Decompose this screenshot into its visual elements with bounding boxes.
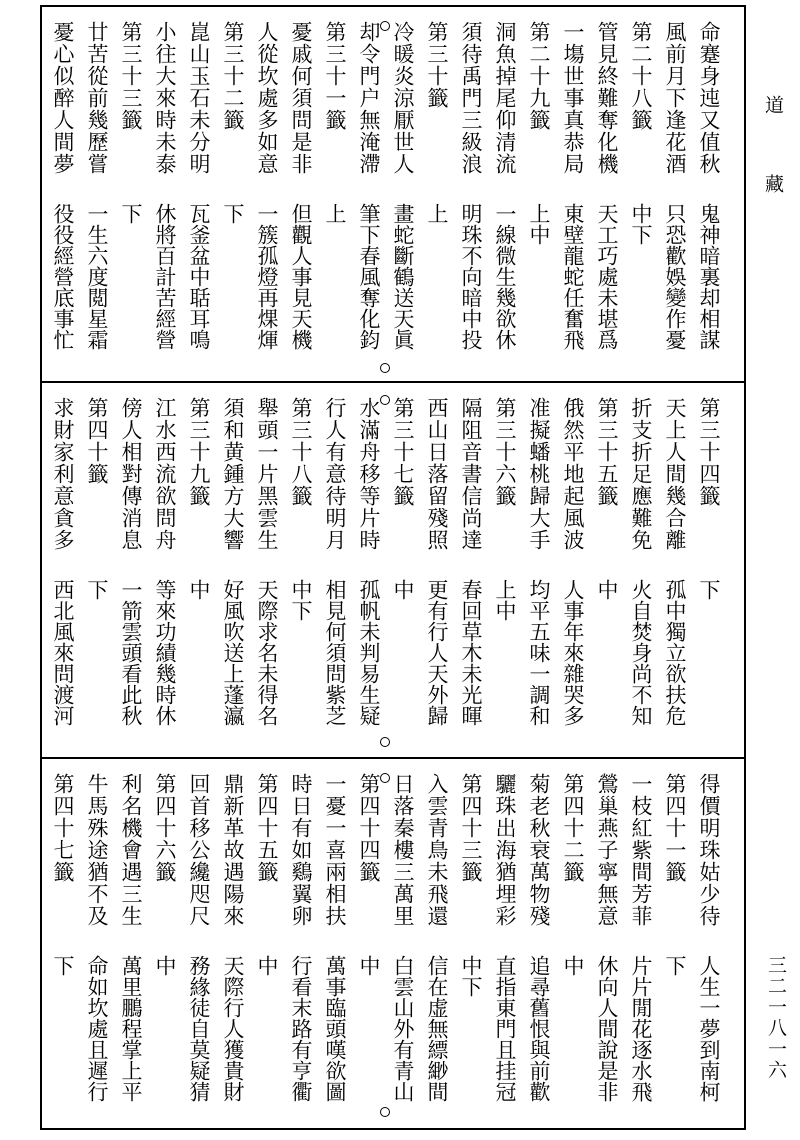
verse-column-top: 俄然平地起風波: [561, 397, 585, 551]
verse-column-top: 鶯巢燕子寧無意: [595, 773, 619, 927]
verse-column-bottom: 一箭雲頭看此秋: [119, 579, 143, 726]
verse-column-bottom: 上中: [527, 203, 551, 245]
panel-middle: [42, 383, 744, 757]
verse-column-bottom: 中: [255, 955, 279, 976]
verse-column-bottom: 下: [51, 955, 75, 976]
verse-column-top: 第四十七籤: [51, 773, 75, 883]
verse-column-top: 鼎新革故遇陽來: [221, 773, 245, 927]
verse-column-top: 第三十六籤: [493, 397, 517, 507]
verse-column-bottom: 瓦釜盆中聒耳鳴: [187, 203, 211, 350]
verse-column-bottom: 好風吹送上蓬瀛: [221, 579, 245, 726]
registration-circle: [380, 737, 390, 747]
verse-column-top: 驪珠出海猶埋彩: [493, 773, 517, 927]
verse-column-top: 利名機會遇三生: [119, 773, 143, 927]
verse-column-top: 第四十一籤: [663, 773, 687, 883]
verse-column-top: 菊老秋衰萬物殘: [527, 773, 551, 927]
verse-column-bottom: 中: [561, 955, 585, 976]
verse-column-bottom: 筆下春風奪化鈞: [357, 203, 381, 350]
verse-column-bottom: 萬事臨頭嘆欲圖: [323, 955, 347, 1102]
verse-column-bottom: 中下: [459, 955, 483, 997]
verse-column-top: 一憂一喜兩相扶: [323, 773, 347, 927]
verse-column-top: 第三十七籤: [391, 397, 415, 507]
verse-column-top: 第三十五籤: [595, 397, 619, 507]
verse-column-top: 西山日落留殘照: [425, 397, 449, 551]
verse-column-top: 廿苦從前幾歷嘗: [85, 21, 109, 175]
verse-column-bottom: 下: [697, 579, 721, 600]
verse-column-bottom: 西北風來問渡河: [51, 579, 75, 726]
verse-column-bottom: 均平五味一調和: [527, 579, 551, 726]
registration-circle: [380, 773, 390, 783]
verse-column-bottom: 畫蛇斷鶴送天眞: [391, 203, 415, 350]
verse-column-bottom: 更有行人天外歸: [425, 579, 449, 726]
verse-column-bottom: 休將百計苦經營: [153, 203, 177, 350]
verse-column-bottom: 下: [663, 955, 687, 976]
verse-column-bottom: 白雲山外有青山: [391, 955, 415, 1102]
verse-column-top: 第三十四籤: [697, 397, 721, 507]
verse-column-top: 江水西流欲問舟: [153, 397, 177, 551]
verse-column-bottom: 上: [323, 203, 347, 224]
verse-column-top: 洞魚掉尾仰清流: [493, 21, 517, 175]
verse-column-top: 日落秦樓三萬里: [391, 773, 415, 927]
verse-column-top: 第二十八籤: [629, 21, 653, 131]
verse-column-bottom: 一生六度閲星霜: [85, 203, 109, 350]
verse-column-top: 風前月下逢花酒: [663, 21, 687, 175]
page-frame: [40, 5, 746, 1130]
verse-column-bottom: 春回草木未光暉: [459, 579, 483, 726]
verse-column-top: 憂心似醉人間夢: [51, 21, 75, 175]
verse-column-top: 隔阻音書信尚達: [459, 397, 483, 551]
verse-column-bottom: 中: [357, 955, 381, 976]
verse-column-bottom: 萬里鵬程掌上平: [119, 955, 143, 1102]
verse-column-top: 管見終難奪化機: [595, 21, 619, 175]
page-number: 三二一八一六: [765, 955, 787, 1081]
registration-circle: [380, 21, 390, 31]
verse-column-bottom: 下: [221, 203, 245, 224]
verse-column-top: 舉頭一片黑雲生: [255, 397, 279, 551]
verse-column-bottom: 一簇孤燈再㷄煇: [255, 203, 279, 350]
verse-column-top: 一塲世事真恭局: [561, 21, 585, 175]
verse-column-top: 入雲青鳥未飛還: [425, 773, 449, 927]
verse-column-top: 須待禹門三級浪: [459, 21, 483, 175]
verse-column-top: 第三十九籤: [187, 397, 211, 507]
verse-column-bottom: 中: [187, 579, 211, 600]
verse-column-bottom: 中: [153, 955, 177, 976]
verse-column-bottom: 役役經營底事忙: [51, 203, 75, 350]
verse-column-bottom: 東壁龍蛇任奮飛: [561, 203, 585, 350]
verse-column-bottom: 務緣徒自莫疑猜: [187, 955, 211, 1102]
header-side-text: 道藏: [762, 95, 784, 253]
verse-column-bottom: 天際求名未得名: [255, 579, 279, 726]
verse-column-bottom: 只恐歡娛變作憂: [663, 203, 687, 350]
verse-column-top: 水滿舟移等片時: [357, 397, 381, 551]
verse-column-bottom: 上中: [493, 579, 517, 621]
verse-column-bottom: 中下: [289, 579, 313, 621]
verse-column-bottom: 下: [85, 579, 109, 600]
verse-column-bottom: 休向人間說是非: [595, 955, 619, 1102]
verse-column-bottom: 上: [425, 203, 449, 224]
verse-column-bottom: 天工巧處未堪爲: [595, 203, 619, 350]
registration-circle: [380, 395, 390, 405]
verse-column-bottom: 追尋舊恨與前歡: [527, 955, 551, 1102]
verse-column-top: 第三十一籤: [323, 21, 347, 131]
verse-column-bottom: 孤中獨立欲扶危: [663, 579, 687, 726]
verse-column-bottom: 命如坎處且遲行: [85, 955, 109, 1102]
verse-column-top: 第三十籤: [425, 21, 449, 109]
verse-column-top: 第三十八籤: [289, 397, 313, 507]
verse-column-top: 回首移公纔咫尺: [187, 773, 211, 927]
verse-column-bottom: 相見何須問紫芝: [323, 579, 347, 726]
verse-column-top: 一枝紅紫間芳菲: [629, 773, 653, 927]
verse-column-bottom: 片片閒花逐水飛: [629, 955, 653, 1102]
verse-column-bottom: 中下: [629, 203, 653, 245]
verse-column-top: 第二十九籤: [527, 21, 551, 131]
verse-column-top: 准擬蟠桃歸大手: [527, 397, 551, 551]
verse-column-top: 第三十三籤: [119, 21, 143, 131]
verse-column-top: 人從坎處多如意: [255, 21, 279, 175]
verse-column-bottom: 直指東門且挂冠: [493, 955, 517, 1102]
verse-column-top: 求財家利意貪多: [51, 397, 75, 551]
verse-column-bottom: 孤帆未判易生疑: [357, 579, 381, 726]
verse-column-bottom: 信在虚無縹緲間: [425, 955, 449, 1102]
verse-column-top: 第三十二籤: [221, 21, 245, 131]
verse-column-top: 須和黄鍾方大響: [221, 397, 245, 551]
verse-column-top: 牛馬殊途猶不及: [85, 773, 109, 927]
verse-column-top: 命蹇身迍又值秋: [697, 21, 721, 175]
verse-column-bottom: 中: [595, 579, 619, 600]
verse-column-top: 冷暖炎涼厭世人: [391, 21, 415, 175]
verse-column-bottom: 但觀人事見天機: [289, 203, 313, 350]
verse-column-bottom: 等來功績幾時休: [153, 579, 177, 726]
verse-column-bottom: 人生一夢到南柯: [697, 955, 721, 1102]
verse-column-bottom: 下: [119, 203, 143, 224]
verse-column-top: 折支折足應難免: [629, 397, 653, 551]
verse-column-bottom: 行看末路有亨衢: [289, 955, 313, 1102]
verse-column-top: 天上人間幾合離: [663, 397, 687, 551]
verse-column-bottom: 天際行人獲貴財: [221, 955, 245, 1102]
verse-column-bottom: 一線微生幾欲休: [493, 203, 517, 350]
verse-column-bottom: 火自焚身尚不知: [629, 579, 653, 726]
verse-column-top: 第四十二籤: [561, 773, 585, 883]
verse-column-top: 崑山玉石未分明: [187, 21, 211, 175]
verse-column-top: 第四十六籤: [153, 773, 177, 883]
verse-column-top: 第四十五籤: [255, 773, 279, 883]
verse-column-top: 第四十四籤: [357, 773, 381, 883]
panel-bottom: [42, 759, 744, 1128]
verse-column-top: 第四十三籤: [459, 773, 483, 883]
verse-column-bottom: 人事年來雜哭多: [561, 579, 585, 726]
verse-column-top: 傍人相對傳消息: [119, 397, 143, 551]
verse-column-top: 却令門户無淹滯: [357, 21, 381, 175]
registration-circle: [380, 1107, 390, 1117]
verse-column-top: 憂戚何須問是非: [289, 21, 313, 175]
verse-column-top: 時日有如鷄翼卵: [289, 773, 313, 927]
verse-column-top: 得價明珠姑少待: [697, 773, 721, 927]
registration-circle: [380, 363, 390, 373]
panel-top: [42, 7, 744, 381]
verse-column-top: 第四十籤: [85, 397, 109, 485]
verse-column-top: 行人有意待明月: [323, 397, 347, 551]
verse-column-bottom: 中: [391, 579, 415, 600]
verse-column-top: 小往大來時未泰: [153, 21, 177, 175]
verse-column-bottom: 鬼神暗裏却相謀: [697, 203, 721, 350]
verse-column-bottom: 明珠不向暗中投: [459, 203, 483, 350]
